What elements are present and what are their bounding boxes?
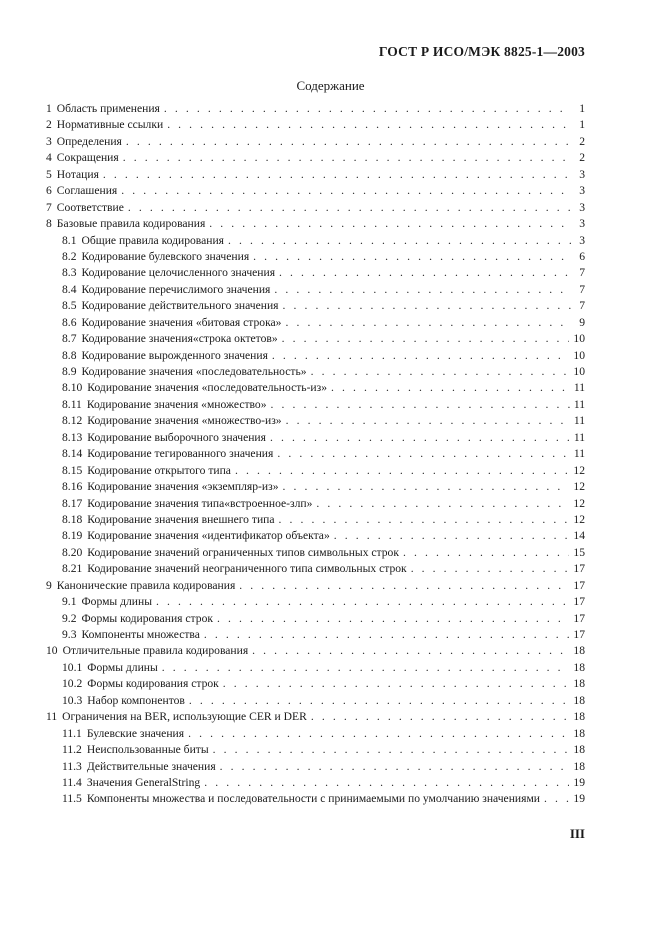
dot-leader	[252, 644, 569, 657]
toc-entry-number: 10.3	[62, 693, 83, 707]
toc-entry-title: Неиспользованные биты	[86, 743, 209, 757]
toc-entry[interactable]	[46, 283, 585, 299]
toc-entry-title: Отличительные правила кодирования	[62, 644, 249, 658]
toc-entry-number: 6	[46, 184, 52, 198]
toc-entry-page: 19	[573, 775, 585, 789]
toc-entry-title: Набор компонентов	[87, 693, 185, 707]
dot-leader	[544, 792, 569, 805]
toc-entry-title: Канонические правила кодирования	[56, 578, 236, 592]
toc-entry-number: 8.7	[62, 332, 77, 346]
toc-entry-number: 4	[46, 151, 52, 165]
toc-entry-number: 8.20	[62, 545, 83, 559]
toc-entry-title: Кодирование значения «множество»	[86, 397, 267, 411]
toc-entry-number: 10.2	[62, 677, 83, 691]
toc-entry[interactable]	[46, 595, 585, 611]
toc-entry-page: 18	[573, 759, 585, 773]
page-number: III	[569, 826, 585, 841]
toc-entry[interactable]	[46, 464, 585, 480]
toc-entry-number: 5	[46, 167, 52, 181]
toc-entry-title: Кодирование значения «множество-из»	[87, 414, 282, 428]
toc-entry[interactable]	[46, 414, 585, 430]
toc-entry[interactable]	[46, 644, 585, 660]
dot-leader	[217, 612, 569, 625]
toc-entry-page: 11	[573, 447, 585, 461]
toc-entry-page: 17	[573, 628, 585, 641]
toc-entry-page: 11	[573, 397, 585, 411]
toc-entry-number: 11.1	[62, 726, 82, 740]
toc-entry-title: Формы кодирования строк	[87, 677, 219, 691]
toc-entry[interactable]	[46, 447, 585, 463]
toc-entry-title: Кодирование значения «последовательность»	[81, 365, 307, 378]
dot-leader	[403, 546, 569, 559]
toc-entry-page: 12	[573, 512, 585, 526]
toc-entry[interactable]	[46, 497, 585, 513]
toc-entry-page: 3	[579, 200, 585, 214]
toc-entry-number: 11.2	[62, 743, 82, 757]
toc-entry-title: Нормативные ссылки	[56, 118, 164, 132]
toc-entry-number: 8.11	[62, 397, 82, 411]
toc-entry-title: Формы кодирования строк	[81, 611, 213, 625]
toc-entry-page: 1	[579, 118, 585, 132]
toc-entry-number: 8.16	[62, 480, 83, 494]
toc-entry-page: 10	[573, 365, 585, 378]
toc-entry-page: 2	[579, 134, 585, 148]
toc-entry[interactable]	[46, 529, 585, 545]
toc-entry-number: 8.8	[62, 348, 77, 362]
toc-entry-page: 11	[573, 381, 585, 395]
toc-entry-number: 7	[46, 200, 52, 214]
toc-entry-page: 19	[573, 792, 585, 806]
toc-entry-page: 15	[573, 545, 585, 559]
toc-entry-page: 17	[573, 578, 585, 592]
toc-entry-number: 8.2	[62, 249, 77, 263]
dot-leader	[279, 513, 570, 526]
toc-entry-page: 18	[573, 710, 585, 724]
dot-leader	[311, 710, 570, 723]
toc-entry-page: 12	[573, 496, 585, 510]
toc-entry-page: 3	[579, 233, 585, 247]
toc-entry[interactable]	[46, 332, 585, 348]
dot-leader	[162, 661, 570, 674]
toc-entry-number: 3	[46, 134, 52, 148]
toc-entry[interactable]	[46, 168, 585, 184]
toc-entry-title: Кодирование значения «идентификатор объекта»	[87, 529, 330, 543]
toc-entry-number: 11.4	[62, 775, 82, 789]
dot-leader	[167, 118, 571, 131]
toc-entry-title: Кодирование значений ограниченных типов символьных строк	[87, 545, 399, 559]
dot-leader	[121, 184, 571, 197]
toc-entry[interactable]	[46, 513, 585, 529]
toc-entry-title: Действительные значения	[86, 759, 216, 773]
toc-entry-page: 17	[573, 595, 585, 609]
toc-entry-title: Кодирование значений неограниченного типа символьных строк	[87, 562, 407, 576]
dot-leader	[213, 743, 570, 756]
dot-leader	[220, 760, 570, 773]
toc-entry-page: 10	[573, 348, 585, 362]
toc-entry[interactable]	[46, 694, 585, 710]
toc-entry-number: 1	[46, 102, 52, 115]
dot-leader	[188, 727, 569, 740]
table-of-contents	[46, 102, 585, 809]
toc-entry-number: 8.9	[62, 365, 77, 378]
toc-entry[interactable]	[46, 546, 585, 562]
toc-entry-number: 8.19	[62, 529, 83, 543]
dot-leader	[270, 431, 570, 444]
dot-leader	[103, 168, 571, 181]
toc-entry-title: Кодирование вырожденного значения	[81, 348, 268, 362]
dot-leader	[128, 201, 571, 214]
toc-entry-number: 8	[46, 217, 52, 231]
toc-entry-number: 8.6	[62, 315, 77, 329]
toc-entry-page: 2	[579, 151, 585, 165]
toc-entry[interactable]	[46, 760, 585, 776]
toc-entry[interactable]	[46, 628, 585, 644]
dot-leader	[271, 398, 570, 411]
dot-leader	[253, 250, 571, 263]
toc-entry-title: Кодирование тегированного значения	[87, 447, 274, 461]
toc-entry-page: 12	[573, 463, 585, 477]
toc-entry-page: 12	[573, 480, 585, 494]
toc-entry[interactable]	[46, 184, 585, 200]
toc-entry-title: Общие правила кодирования	[81, 233, 225, 247]
toc-entry-number: 8.15	[62, 463, 83, 477]
toc-entry-title: Соглашения	[56, 184, 118, 198]
toc-entry-title: Кодирование значения«строка октетов»	[81, 332, 278, 346]
toc-entry-number: 11	[46, 710, 58, 724]
toc-entry-page: 11	[573, 414, 585, 428]
toc-entry-number: 11.5	[62, 792, 82, 806]
toc-entry-number: 10	[46, 644, 58, 658]
toc-entry-page: 9	[579, 315, 585, 329]
dot-leader	[277, 447, 570, 460]
toc-entry-title: Кодирование значения «битовая строка»	[81, 315, 282, 329]
toc-entry-page: 17	[573, 562, 585, 576]
toc-entry[interactable]	[46, 234, 585, 250]
toc-entry[interactable]	[46, 365, 585, 381]
toc-entry[interactable]	[46, 201, 585, 217]
toc-entry[interactable]	[46, 266, 585, 282]
toc-entry-title: Нотация	[56, 167, 99, 181]
toc-entry[interactable]	[46, 102, 585, 118]
dot-leader	[164, 102, 571, 115]
toc-entry-page: 7	[579, 299, 585, 313]
toc-entry-number: 8.4	[62, 282, 77, 296]
toc-entry-title: Булевские значения	[86, 726, 185, 740]
document-header: ГОСТ Р ИСО/МЭК 8825-1—2003	[378, 44, 585, 59]
toc-entry-number: 8.12	[62, 414, 83, 428]
dot-leader	[189, 694, 570, 707]
toc-entry-number: 8.3	[62, 266, 77, 280]
toc-entry[interactable]	[46, 480, 585, 496]
toc-entry-number: 8.21	[62, 562, 83, 576]
toc-entry-title: Кодирование действительного значения	[81, 299, 279, 313]
dot-leader	[126, 135, 571, 148]
toc-entry-number: 8.18	[62, 512, 83, 526]
toc-entry-number: 8.5	[62, 299, 77, 313]
toc-entry-title: Сокращения	[56, 151, 119, 165]
toc-entry[interactable]	[46, 316, 585, 332]
toc-entry-page: 10	[573, 332, 585, 346]
toc-entry-title: Значения GeneralString	[86, 775, 201, 789]
dot-leader	[285, 316, 571, 329]
dot-leader	[156, 595, 569, 608]
toc-entry-number: 9.2	[62, 611, 77, 625]
dot-leader	[279, 266, 571, 279]
toc-entry-title: Кодирование значения «экземпляр-из»	[87, 480, 279, 494]
toc-entry-title: Кодирование значения внешнего типа	[87, 512, 275, 526]
toc-entry-page: 18	[573, 677, 585, 691]
dot-leader	[204, 776, 569, 789]
toc-entry-number: 8.14	[62, 447, 83, 461]
toc-entry-title: Базовые правила кодирования	[56, 217, 206, 231]
toc-entry-title: Компоненты множества	[81, 628, 200, 641]
toc-entry-title: Кодирование значения типа«встроенное-злп»	[87, 496, 313, 510]
dot-leader	[272, 349, 569, 362]
toc-entry[interactable]	[46, 776, 585, 792]
toc-entry-page: 18	[573, 726, 585, 740]
toc-entry-number: 9	[46, 578, 52, 592]
toc-entry-title: Кодирование перечислимого значения	[81, 282, 271, 296]
dot-leader	[235, 464, 569, 477]
toc-entry-page: 14	[573, 529, 585, 543]
toc-entry-page: 18	[573, 660, 585, 674]
dot-leader	[286, 414, 570, 427]
toc-entry-title: Область применения	[56, 102, 160, 115]
dot-leader	[239, 579, 569, 592]
toc-entry-title: Формы длины	[81, 595, 152, 609]
dot-leader	[283, 299, 571, 312]
toc-entry-number: 8.10	[62, 381, 83, 395]
toc-entry-page: 18	[573, 743, 585, 757]
dot-leader	[331, 381, 570, 394]
toc-entry[interactable]	[46, 398, 585, 414]
toc-entry-number: 9.1	[62, 595, 77, 609]
toc-entry-title: Соответствие	[56, 200, 124, 214]
toc-entry-page: 3	[579, 217, 585, 231]
toc-entry[interactable]	[46, 431, 585, 447]
toc-entry-page: 6	[579, 249, 585, 263]
toc-entry-number: 11.3	[62, 759, 82, 773]
toc-entry-page: 18	[573, 644, 585, 658]
toc-entry-page: 17	[573, 611, 585, 625]
toc-entry-page: 1	[579, 102, 585, 115]
toc-entry[interactable]	[46, 743, 585, 759]
toc-entry-title: Кодирование значения «последовательность-из»	[87, 381, 328, 395]
toc-entry-number: 8.1	[62, 233, 77, 247]
toc-entry-title: Ограничения на BER, использующие CER и DER	[62, 710, 307, 724]
toc-entry[interactable]	[46, 250, 585, 266]
toc-entry[interactable]	[46, 792, 585, 808]
dot-leader	[283, 480, 570, 493]
dot-leader	[209, 217, 571, 230]
toc-entry-page: 11	[573, 430, 585, 444]
dot-leader	[316, 497, 569, 510]
toc-entry-page: 7	[579, 266, 585, 280]
toc-entry-title: Компоненты множества и последовательности с принимаемыми по умолчанию значениями	[86, 792, 540, 806]
toc-entry-title: Кодирование булевского значения	[81, 249, 250, 263]
dot-leader	[274, 283, 571, 296]
toc-entry-number: 8.13	[62, 430, 83, 444]
dot-leader	[228, 234, 571, 247]
toc-entry[interactable]	[46, 710, 585, 726]
toc-entry-title: Определения	[56, 134, 122, 148]
toc-entry[interactable]	[46, 612, 585, 628]
toc-entry[interactable]	[46, 299, 585, 315]
dot-leader	[123, 151, 571, 164]
dot-leader	[204, 628, 570, 641]
toc-entry[interactable]	[46, 151, 585, 167]
toc-entry-title: Кодирование целочисленного значения	[81, 266, 276, 280]
dot-leader	[282, 332, 570, 345]
toc-entry[interactable]	[46, 349, 585, 365]
toc-entry[interactable]	[46, 135, 585, 151]
toc-entry[interactable]	[46, 118, 585, 134]
toc-title: Содержание	[296, 78, 365, 93]
toc-entry[interactable]	[46, 677, 585, 693]
toc-entry-number: 8.17	[62, 496, 83, 510]
toc-entry[interactable]	[46, 562, 585, 578]
toc-entry-number: 10.1	[62, 660, 83, 674]
toc-entry-title: Кодирование открытого типа	[87, 463, 231, 477]
toc-entry-number: 2	[46, 118, 52, 132]
dot-leader	[311, 365, 570, 378]
toc-entry-page: 3	[579, 184, 585, 198]
toc-entry[interactable]	[46, 217, 585, 233]
toc-entry-page: 3	[579, 167, 585, 181]
dot-leader	[411, 562, 570, 575]
toc-entry-number: 9.3	[62, 628, 77, 641]
toc-entry-page: 18	[573, 693, 585, 707]
dot-leader	[223, 677, 570, 690]
dot-leader	[334, 529, 570, 542]
toc-entry-page: 7	[579, 282, 585, 296]
toc-entry[interactable]	[46, 381, 585, 397]
toc-entry-title: Кодирование выборочного значения	[87, 430, 266, 444]
toc-entry[interactable]	[46, 661, 585, 677]
toc-entry[interactable]	[46, 579, 585, 595]
toc-entry-title: Формы длины	[87, 660, 158, 674]
toc-entry[interactable]	[46, 727, 585, 743]
